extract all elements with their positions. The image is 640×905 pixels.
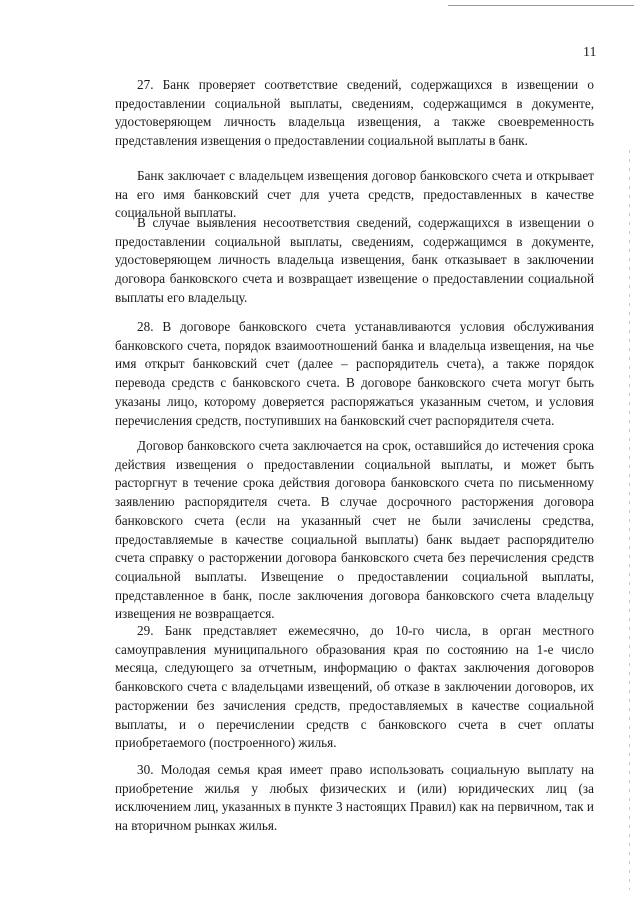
paragraph-27-account-opening: Банк заключает с владельцем извещения договор банковского счета и открывает на его имя банковский счет для учета средств, предоставленных в качестве социальной выплаты. [115,168,594,221]
paragraph-30-housing-purchase: 30. Молодая семья края имеет право использовать социальную выплату на приобретение жилья у любых физических и (или) юридических лиц (за исключением лиц, указанных в пункте 3 настоящих Правил) как на первичном, так и на вторичном рынках жилья. [115,762,594,834]
paragraph-27-mismatch-refusal: В случае выявления несоответствия сведений, содержащихся в извещении о предоставлении социальной выплаты, сведениям, содержащимся в документе, удостоверяющем личность владельца извещения, банк отказывает в заключении договора банковского счета и возвращает извещение о предоставлении социальной выплаты его владельцу. [115,215,594,305]
paragraph-28-contract-term: Договор банковского счета заключается на срок, оставшийся до истечения срока действия извещения о предоставлении социальной выплаты, и может быть расторгнут в течение срока действия договора банковского счета по письменному заявлению распорядителя счета. В случае досрочного расторжения договора банковского счета (если на указанный счет не были зачислены средства, предоставляемые в качестве социальной выплаты) банк выдает распорядителю счета справку о расторжении договора банковского счета без перечисления средств социальной выплаты. Извещение о предоставлении социальной выплаты, представленное в банк, после заключения договора банковского счета владельцу извещения не возвращается. [115,438,594,622]
page-number: 11 [583,45,597,60]
scan-right-edge-mark [629,150,630,890]
scan-top-edge-line [448,5,634,6]
paragraph-29-monthly-report: 29. Банк представляет ежемесячно, до 10-го числа, в орган местного самоуправления муниципального образования края по состоянию на 1-е число месяца, следующего за отчетным, информацию о фактах заключения договоров банковского счета с владельцами извещений, об отказе в заключении договоров, их расторжении без зачисления средств, предоставляемых в качестве социальной выплаты, и о перечислении средств с банковского счета в счет оплаты приобретаемого (построенного) жилья. [115,623,594,751]
paragraph-28-account-terms: 28. В договоре банковского счета устанавливаются условия обслуживания банковского счета, порядок взаимоотношений банка и владельца извещения, на чье имя открыт банковский счет (далее – распорядитель счета), а также порядок перевода средств с банковского счета. В договоре банковского счета могут быть указаны лицо, которому доверяется распоряжаться указанным счетом, и условия перечисления средств, поступивших на банковский счет распорядителя счета. [115,319,594,428]
paragraph-27-check: 27. Банк проверяет соответствие сведений, содержащихся в извещении о предоставлении социальной выплаты, сведениям, содержащимся в документе, удостоверяющем личность владельца извещения, а также своевременность представления извещения о предоставлении социальной выплаты в банк. [115,77,594,149]
